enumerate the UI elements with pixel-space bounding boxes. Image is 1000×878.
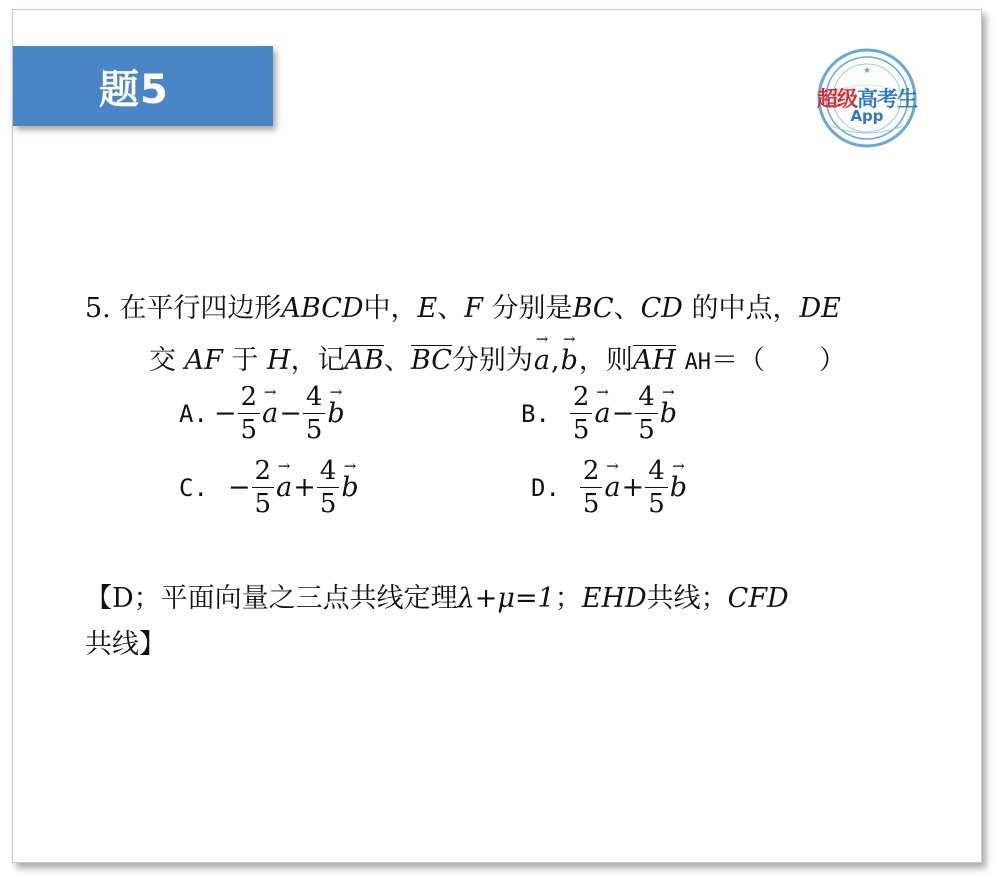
logo-wordmark: 超级高考生 [817, 87, 917, 111]
vector-ab: AB [344, 345, 384, 376]
answer-formula: λ+μ=1 [457, 583, 555, 614]
vector-b: → b [560, 345, 579, 376]
slide-card [12, 9, 982, 863]
title-banner [13, 46, 273, 126]
svg-text:★: ★ [862, 66, 872, 76]
question-line-1: 5. 在平行四边形ABCD中，E、F 分别是BC、CD 的中点，DE [85, 293, 841, 324]
option-b[interactable]: B. $\frac{2}{5}$ → a − $\frac{4}{5}$ → b [521, 384, 678, 443]
option-d[interactable]: D. $\frac{2}{5}$ → a + $\frac{4}{5}$ → b [531, 458, 688, 517]
slide-title: 题5 [99, 66, 169, 113]
option-a[interactable]: A. − $\frac{2}{5}$ → a − $\frac{4}{5}$ → b [179, 384, 346, 443]
answer-line-1: 【D；平面向量之三点共线定理λ+μ=1；EHD共线；CFD [85, 583, 789, 614]
answer-line-2: 共线】 [85, 629, 166, 660]
logo-app-label: App [850, 107, 884, 125]
question-line-2: 交 AF 于 H，记AB、BC分别为→ a,→ b，则AH AH＝（ ） [149, 338, 846, 377]
app-logo [809, 46, 925, 150]
vector-bc: BC [410, 345, 452, 376]
vector-ah: AH [632, 345, 676, 376]
option-c[interactable]: C. − $\frac{2}{5}$ → a + $\frac{4}{5}$ → b [179, 458, 360, 517]
question-number: 5. [85, 293, 111, 324]
vector-a: → a [533, 345, 551, 376]
